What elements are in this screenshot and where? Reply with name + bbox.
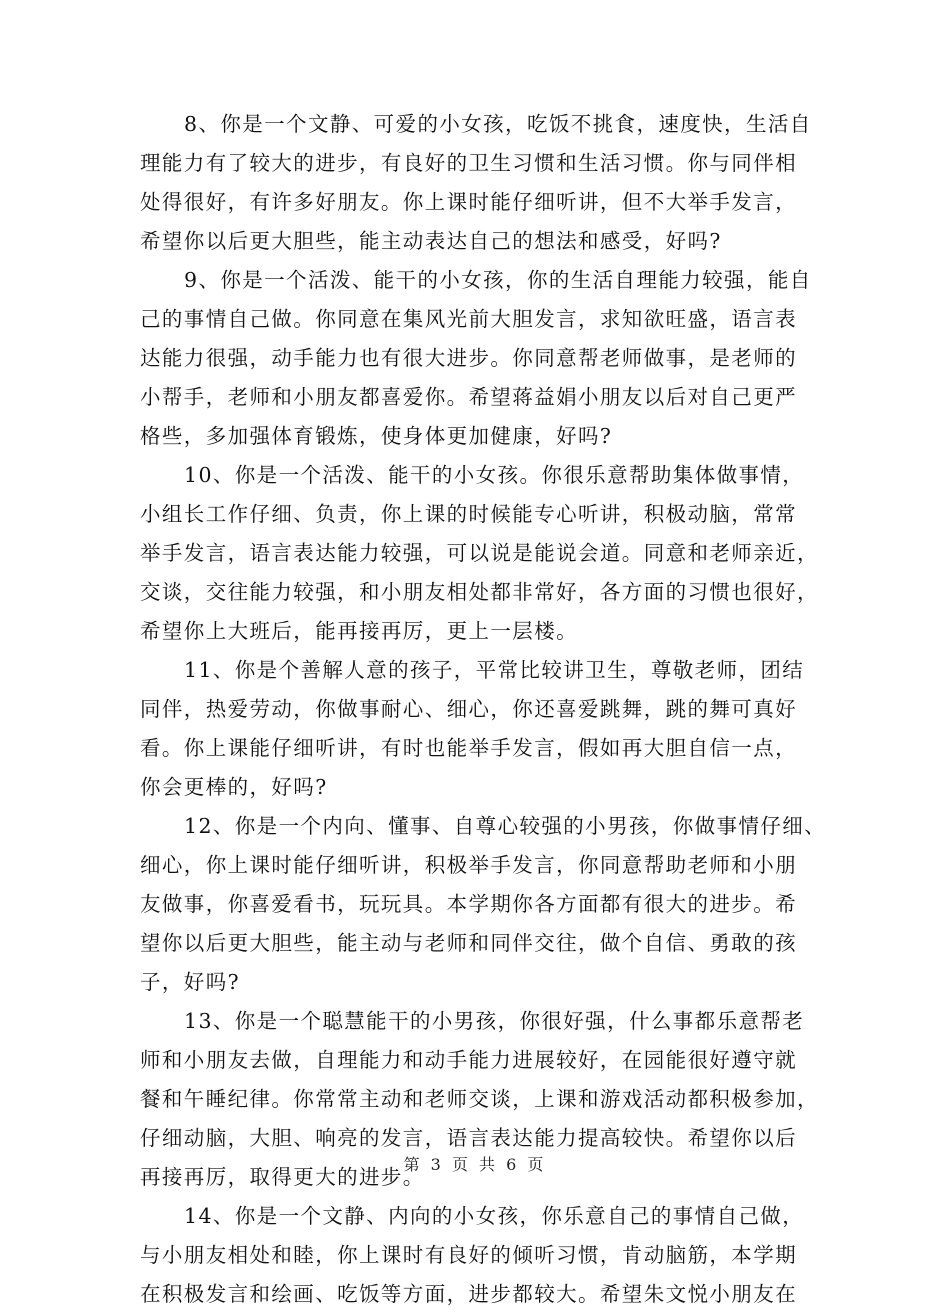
- paragraph-11-line-1: 11、你是个善解人意的孩子，平常比较讲卫生，尊敬老师，团结: [184, 658, 805, 682]
- paragraph-11-line-2: 同伴，热爱劳动，你做事耐心、细心，你还喜爱跳舞，跳的舞可真好: [140, 697, 797, 721]
- document-body: [140, 105, 827, 1314]
- paragraph-9-line-2: 己的事情自己做。你同意在集风光前大胆发言，求知欲旺盛，语言表: [140, 307, 797, 331]
- paragraph-13-line-3: 餐和午睡纪律。你常常主动和老师交谈，上课和游戏活动都积极参加，: [140, 1087, 819, 1111]
- paragraph-9-line-1: 9、你是一个活泼、能干的小女孩，你的生活自理能力较强，能自: [184, 268, 812, 292]
- paragraph-10-line-4: 交谈，交往能力较强，和小朋友相处都非常好，各方面的习惯也很好，: [140, 580, 819, 604]
- paragraph-13-line-5: 再接再厉，取得更大的进步。: [140, 1165, 425, 1189]
- paragraph-11-line-4: 你会更棒的，好吗?: [140, 775, 328, 799]
- paragraph-9-line-3: 达能力很强，动手能力也有很大进步。你同意帮老师做事，是老师的: [140, 346, 797, 370]
- paragraph-13-line-4: 仔细动脑，大胆、响亮的发言，语言表达能力提高较快。希望你以后: [140, 1126, 797, 1150]
- paragraph-11-line-3: 看。你上课能仔细听讲，有时也能举手发言，假如再大胆自信一点，: [140, 736, 797, 760]
- paragraph-12-line-4: 望你以后更大胆些，能主动与老师和同伴交往，做个自信、勇敢的孩: [140, 931, 797, 955]
- paragraph-8-line-2: 理能力有了较大的进步，有良好的卫生习惯和生活习惯。你与同伴相: [140, 151, 797, 175]
- page-number-footer: 第 3 页 共 6 页: [403, 1155, 547, 1174]
- paragraph-12-line-2: 细心，你上课时能仔细听讲，积极举手发言，你同意帮助老师和小朋: [140, 853, 797, 877]
- paragraph-10-line-3: 举手发言，语言表达能力较强，可以说是能说会道。同意和老师亲近，: [140, 541, 819, 565]
- paragraph-8-line-1: 8、你是一个文静、可爱的小女孩，吃饭不挑食，速度快，生活自: [184, 112, 812, 136]
- paragraph-8-line-4: 希望你以后更大胆些，能主动表达自己的想法和感受，好吗?: [140, 229, 722, 253]
- paragraph-10-line-2: 小组长工作仔细、负责，你上课的时候能专心听讲，积极动脑，常常: [140, 502, 797, 526]
- paragraph-8-line-3: 处得很好，有许多好朋友。你上课时能仔细听讲，但不大举手发言，: [140, 190, 797, 214]
- paragraph-13-line-2: 师和小朋友去做，自理能力和动手能力进展较好，在园能很好遵守就: [140, 1048, 797, 1072]
- paragraph-14-line-1: 14、你是一个文静、内向的小女孩，你乐意自己的事情自己做，: [184, 1204, 805, 1228]
- paragraph-14-line-2: 与小朋友相处和睦，你上课时有良好的倾听习惯，肯动脑筋，本学期: [140, 1243, 797, 1267]
- paragraph-10-line-1: 10、你是一个活泼、能干的小女孩。你很乐意帮助集体做事情，: [184, 463, 805, 487]
- paragraph-12-line-3: 友做事，你喜爱看书，玩玩具。本学期你各方面都有很大的进步。希: [140, 892, 797, 916]
- paragraph-13-line-1: 13、你是一个聪慧能干的小男孩，你很好强，什么事都乐意帮老: [184, 1009, 805, 1033]
- paragraph-12-line-1: 12、你是一个内向、懂事、自尊心较强的小男孩，你做事情仔细、: [184, 814, 827, 838]
- paragraph-14-line-3: 在积极发言和绘画、吃饭等方面，进步都较大。希望朱文悦小朋友在: [140, 1282, 797, 1306]
- paragraph-9-line-4: 小帮手，老师和小朋友都喜爱你。希望蒋益娟小朋友以后对自己更严: [140, 385, 797, 409]
- paragraph-12-line-5: 子，好吗?: [140, 970, 240, 994]
- paragraph-10-line-5: 希望你上大班后，能再接再厉，更上一层楼。: [140, 619, 578, 643]
- paragraph-9-line-5: 格些，多加强体育锻炼，使身体更加健康，好吗?: [140, 424, 613, 448]
